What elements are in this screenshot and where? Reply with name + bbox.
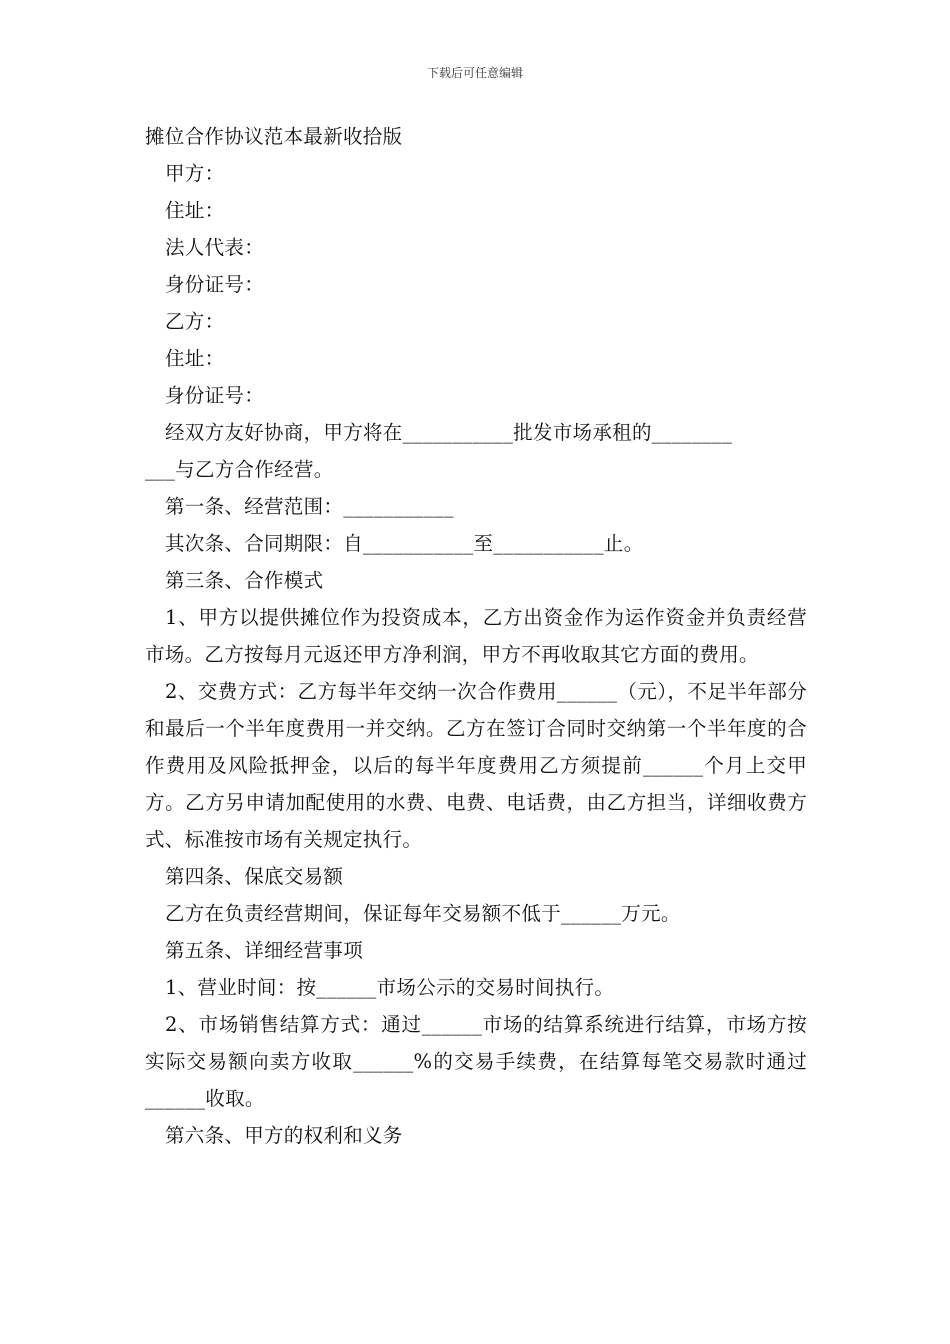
article-3-title: 第三条、合作模式 — [165, 569, 324, 592]
address-a-line: 住址： — [165, 199, 225, 222]
intro-line-1: 经双方友好协商，甲方将在___________批发市场承租的________ — [165, 421, 733, 444]
document-body — [145, 118, 807, 1154]
party-a-line: 甲方： — [165, 162, 225, 185]
party-b-line: 乙方： — [165, 310, 225, 333]
address-b-line: 住址： — [165, 347, 225, 370]
header-note: 下载后可任意编辑 — [426, 66, 523, 80]
id-a-line: 身份证号： — [165, 273, 265, 296]
article-6-title: 第六条、甲方的权利和义务 — [165, 1124, 403, 1147]
article-1: 第一条、经营范围：___________ — [165, 495, 454, 518]
article-4-title: 第四条、保底交易额 — [165, 865, 344, 888]
article-5-paragraph-1: 1、营业时间：按______市场公示的交易时间执行。 — [165, 976, 615, 999]
id-b-line: 身份证号： — [165, 384, 265, 407]
document-title: 摊位合作协议范本最新收拾版 — [145, 125, 403, 148]
article-5-title: 第五条、详细经营事项 — [165, 939, 364, 962]
article-3-paragraph-2: 2、交费方式：乙方每半年交纳一次合作费用______（元），不足半年部分和最后一个半年度费用一并交纳。乙方在签订合同时交纳第一个半年度的合作费用及风险抵押金，以后的每半年度费用乙方须提前______个月上交甲方。乙方另申请加配使用的水费、电费、电话费，由乙方担当，详细收费方式、标准按市场有关规定执行。 — [145, 680, 807, 851]
article-4-paragraph-1: 乙方在负责经营期间，保证每年交易额不低于______万元。 — [165, 902, 681, 925]
legal-rep-line: 法人代表： — [165, 236, 265, 259]
article-5-paragraph-2: 2、市场销售结算方式：通过______市场的结算系统进行结算，市场方按实际交易额向卖方收取______%的交易手续费，在结算每笔交易款时通过______收取。 — [145, 1013, 807, 1110]
article-2: 其次条、合同期限：自___________至___________止。 — [165, 532, 644, 555]
article-3-paragraph-1: 1、甲方以提供摊位作为投资成本，乙方出资金作为运作资金并负责经营市场。乙方按每月元返还甲方净利润，甲方不再收取其它方面的费用。 — [145, 606, 807, 666]
intro-line-2: ___与乙方合作经营。 — [145, 458, 334, 481]
